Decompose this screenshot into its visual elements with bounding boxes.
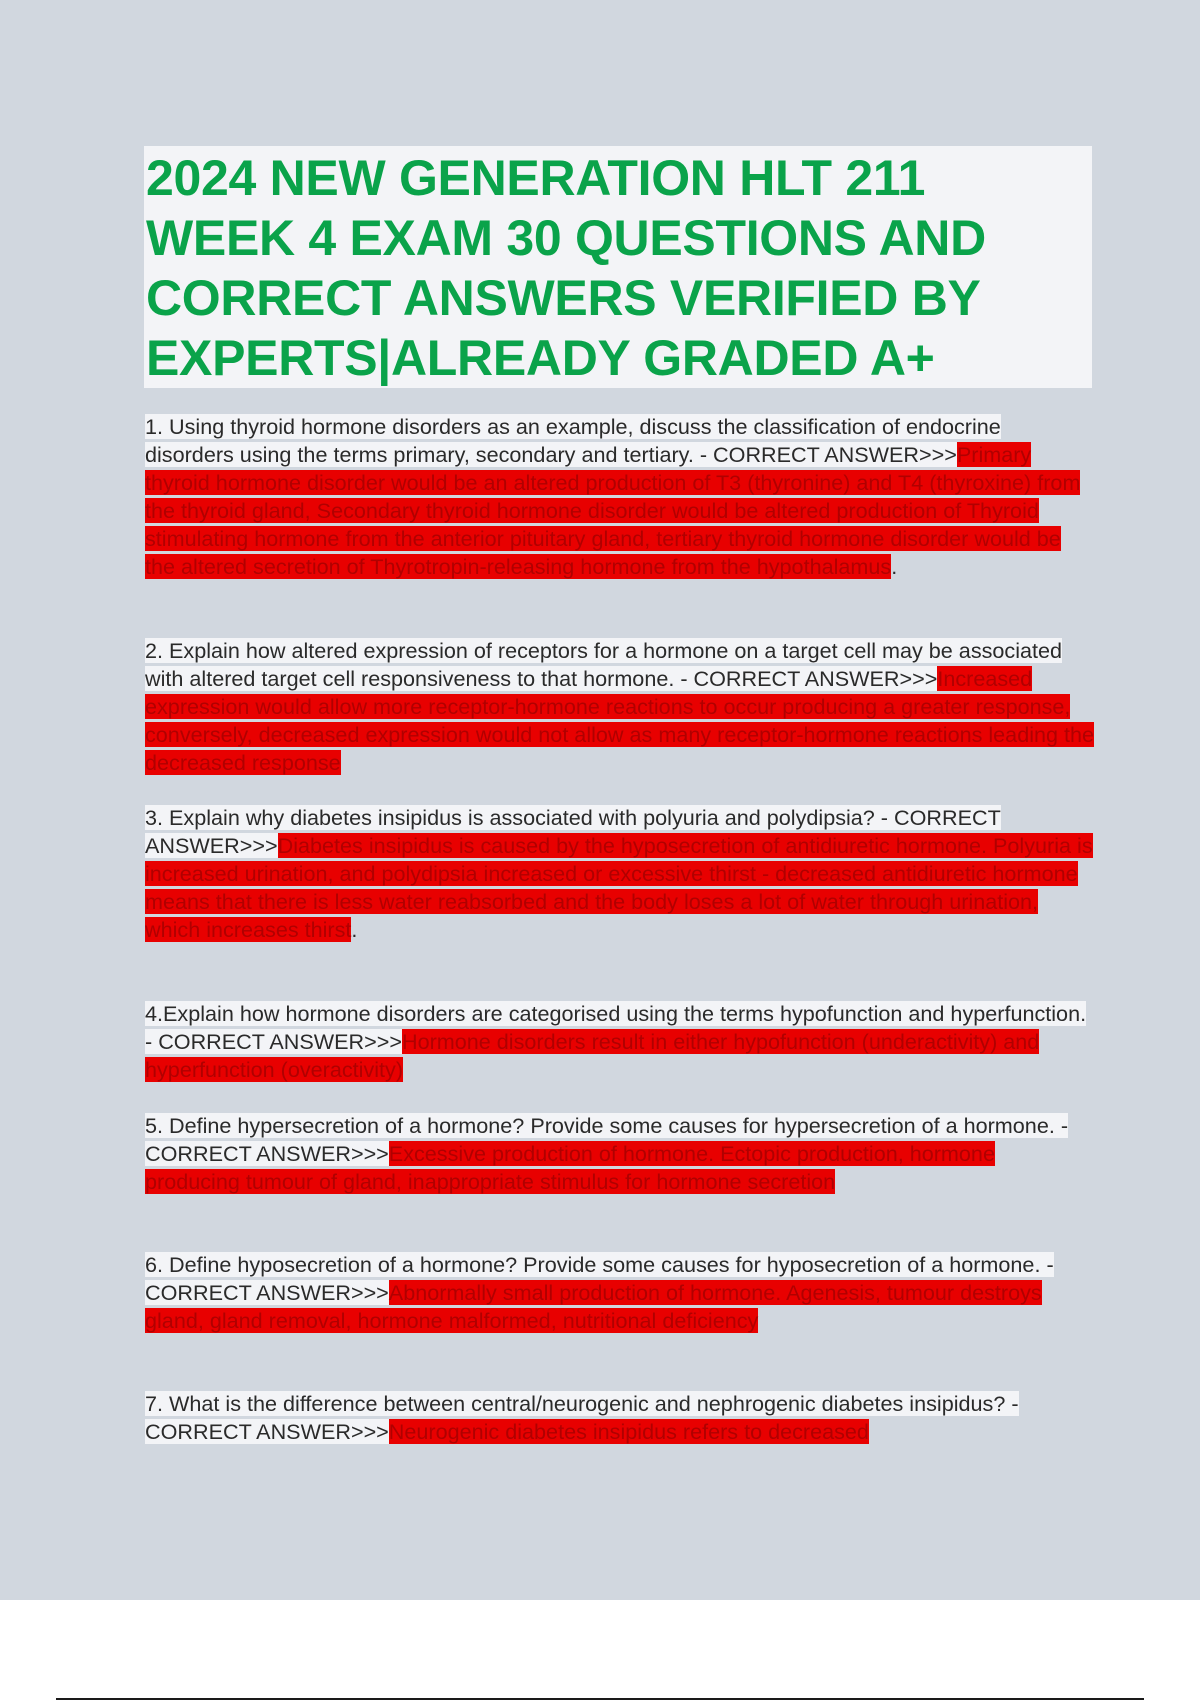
qa-item-3 xyxy=(145,804,1095,944)
document-title: 2024 NEW GENERATION HLT 211 WEEK 4 EXAM 30 QUESTIONS AND CORRECT ANSWERS VERIFIED BY EXPERTS|ALREADY GRADED A+ xyxy=(146,150,986,386)
qa-item-4 xyxy=(145,1000,1095,1084)
answer-text: Excessive production of hormone. Ectopic production, hormone producing tumour of gland, inappropriate stimulus for hormone secretion xyxy=(145,1141,995,1194)
question-text: 5. Define hypersecretion of a hormone? Provide some causes for hypersecretion of a hormone. - CORRECT ANSWER>>> xyxy=(145,1113,1069,1166)
question-text: 1. Using thyroid hormone disorders as an example, discuss the classification of endocrine disorders using the terms primary, secondary and tertiary. - CORRECT ANSWER>>> xyxy=(145,414,1001,467)
question-text: 3. Explain why diabetes insipidus is associated with polyuria and polydipsia? - CORRECT ANSWER>>> xyxy=(145,805,1001,858)
answer-text: Primary thyroid hormone disorder would be an altered production of T3 (thyronine) and T4 (thyroxine) from the thyroid gland, Secondary thyroid hormone disorder would be altered production of Thyroid stimulating hormone from the anterior pituitary gland, tertiary thyroid hormone disorder would be the altered secretion of Thyrotropin-releasing hormone from the hypothalamus xyxy=(145,442,1081,579)
question-text: 7. What is the difference between central/neurogenic and nephrogenic diabetes insipidus? - CORRECT ANSWER>>> xyxy=(145,1391,1019,1444)
question-text: 6. Define hyposecretion of a hormone? Provide some causes for hyposecretion of a hormone. - CORRECT ANSWER>>> xyxy=(145,1252,1054,1305)
qa-item-6 xyxy=(145,1251,1095,1335)
answer-text: Increased expression would allow more receptor-hormone reactions to occur producing a greater response, conversely, decreased expression would not allow as many receptor-hormone reactions leading the decreased response xyxy=(145,666,1095,775)
answer-text: Neurogenic diabetes insipidus refers to decreased xyxy=(388,1419,869,1444)
qa-item-5 xyxy=(145,1112,1095,1196)
answer-text: Diabetes insipidus is caused by the hyposecretion of antidiuretic hormone. Polyuria is increased urination, and polydipsia increased or excessive thirst - decreased antidiuretic hormone means that there is less water reabsorbed and the body loses a lot of water through urination, which increases thirst xyxy=(145,833,1093,942)
question-text: 2. Explain how altered expression of receptors for a hormone on a target cell may be associated with altered target cell responsiveness to that hormone. - CORRECT ANSWER>>> xyxy=(145,638,1063,691)
question-text: 4.Explain how hormone disorders are categorised using the terms hypofunction and hyperfunction. - CORRECT ANSWER>>> xyxy=(145,1001,1087,1054)
answer-tail: . xyxy=(891,554,898,579)
qa-item-7 xyxy=(145,1390,1095,1446)
qa-item-2 xyxy=(145,637,1095,777)
answer-text: Abnormally small production of hormone. Agenesis, tumour destroys gland, gland removal, hormone malformed, nutritional deficiency xyxy=(145,1280,1042,1333)
answer-tail: . xyxy=(351,917,358,942)
answer-text: Hormone disorders result in either hypofunction (underactivity) and hyperfunction (overactivity) xyxy=(145,1029,1040,1082)
qa-item-1 xyxy=(145,413,1095,581)
